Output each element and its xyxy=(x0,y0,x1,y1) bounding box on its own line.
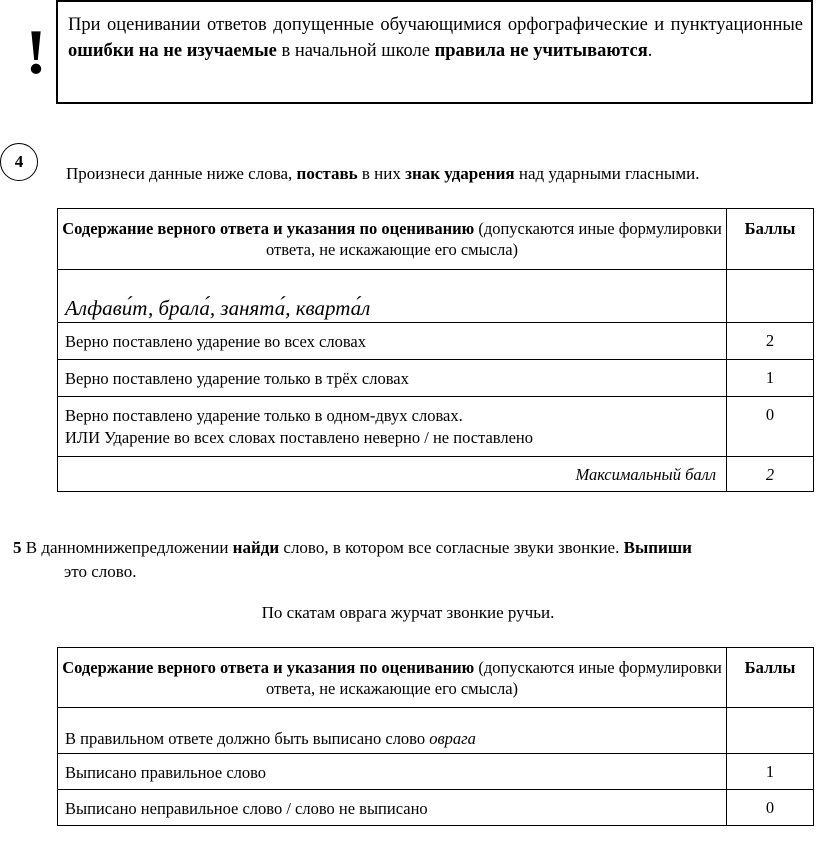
table-row xyxy=(58,397,814,457)
task-5-scoring-table xyxy=(57,647,814,826)
table-row xyxy=(58,323,814,360)
criterion-text: Верно поставлено ударение только в трёх словах xyxy=(58,360,727,397)
criterion-text: Выписано правильное слово xyxy=(58,754,727,790)
correct-answer: Алфави́т, брала́, занята́, кварта́л xyxy=(58,270,727,323)
table-header-row xyxy=(58,648,814,708)
criterion-points: 1 xyxy=(727,360,814,397)
criterion-points: 2 xyxy=(727,323,814,360)
criterion-points: 0 xyxy=(727,397,814,457)
criterion-text: Верно поставлено ударение только в одном-двух словах. ИЛИ Ударение во всех словах поставлено неверно / не поставлено xyxy=(58,397,727,457)
criterion-text: Выписано неправильное слово / слово не выписано xyxy=(58,790,727,826)
note-box xyxy=(56,0,813,104)
criteria-header: Содержание верного ответа и указания по оцениванию (допускаются иные формулировки ответа, не искажающие его смысла) xyxy=(58,648,727,708)
criteria-header: Содержание верного ответа и указания по оцениванию (допускаются иные формулировки ответа, не искажающие его смысла) xyxy=(58,209,727,270)
max-score-label: Максимальный балл xyxy=(58,457,727,492)
task-4-number: 4 xyxy=(0,143,38,181)
answer-row xyxy=(58,708,814,754)
note-text: При оценивании ответов допущенные обучающимися орфографические и пунктуационные ошибки на не изучаемые в начальной школе правила не учитываются. xyxy=(68,15,803,61)
criterion-text: Верно поставлено ударение во всех словах xyxy=(58,323,727,360)
task-4-instruction: Произнеси данные ниже слова, поставь в них знак ударения над ударными гласными. xyxy=(66,164,700,183)
table-row xyxy=(58,790,814,826)
table-row xyxy=(58,360,814,397)
criterion-points: 1 xyxy=(727,754,814,790)
correct-answer: В правильном ответе должно быть выписано слово оврага xyxy=(58,708,727,754)
max-score-value: 2 xyxy=(727,457,814,492)
exclamation-icon: ! xyxy=(25,16,47,87)
task-4-scoring-table xyxy=(57,208,814,492)
criterion-points: 0 xyxy=(727,790,814,826)
max-score-row xyxy=(58,457,814,492)
answer-row xyxy=(58,270,814,323)
points-header: Баллы xyxy=(727,209,814,270)
table-row xyxy=(58,754,814,790)
points-header: Баллы xyxy=(727,648,814,708)
task-5-instruction: 5 В данномнижепредложении найди слово, в котором все согласные звуки звонкие. Выпиши это слово. xyxy=(13,538,692,581)
task-5-sentence: По скатам оврага журчат звонкие ручьи. xyxy=(261,603,555,622)
table-header-row xyxy=(58,209,814,270)
